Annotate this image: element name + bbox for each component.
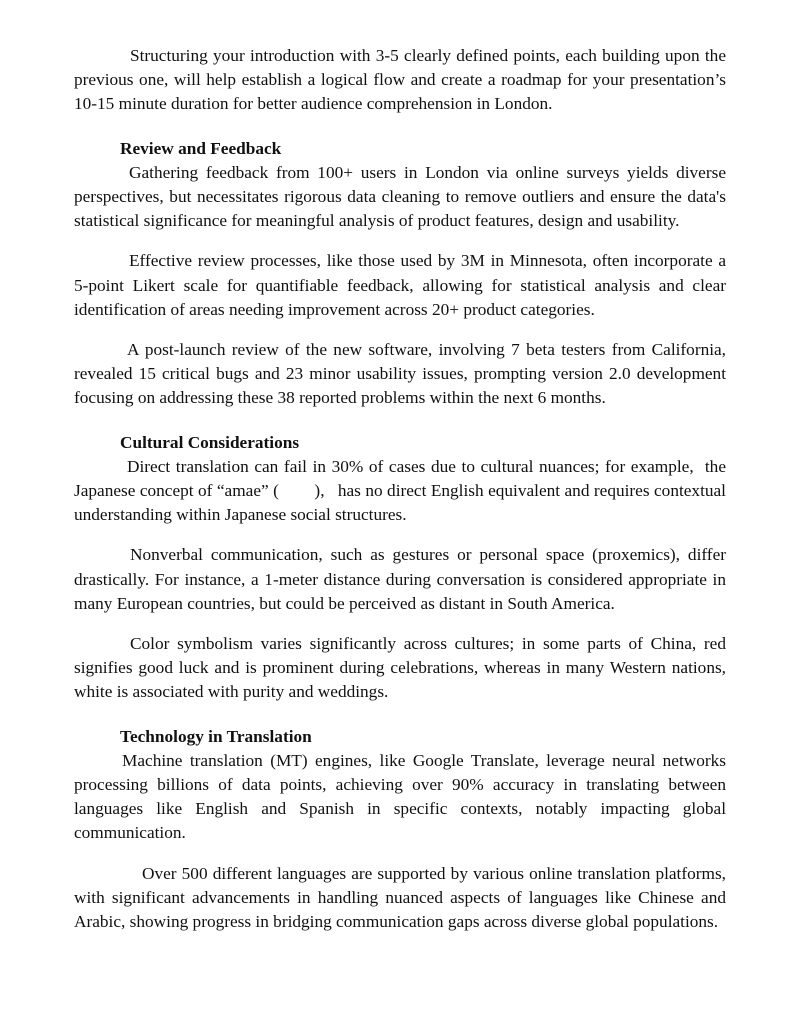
technology-paragraph-2: Over 500 different languages are supported by various online translation platforms, with significant advancements in handling nuanced aspects of languages like Chinese and Arabic, showing progress in bridging communication gaps across diverse global populations. xyxy=(74,863,726,932)
culture-paragraph-1: Direct translation can fail in 30% of cases due to cultural nuances; for example, the Japanese concept of “amae” ( ), has no direct English equivalent and requires contextual understanding within Japanese social structures. xyxy=(74,456,731,525)
culture-section xyxy=(74,431,731,705)
review-paragraph-2: Effective review processes, like those used by 3M in Minnesota, often incorporate a 5-point Likert scale for quantifiable feedback, allowing for statistical analysis and clear identification of areas needing improvement across 20+ product categories. xyxy=(74,251,726,319)
culture-paragraph-3: Color symbolism varies significantly across cultures; in some parts of China, red signifies good luck and is prominent during celebrations, whereas in many Western nations, white is associated with purity and weddings. xyxy=(74,634,726,702)
technology-section xyxy=(74,725,726,935)
review-paragraph-3: A post-launch review of the new software, involving 7 beta testers from California, revealed 15 critical bugs and 23 minor usability issues, prompting version 2.0 development focusing on addressing these 38 reported problems within the next 6 months. xyxy=(74,340,726,408)
document-page xyxy=(74,44,731,934)
technology-paragraph-1: Machine translation (MT) engines, like Google Translate, leverage neural networks processing billions of data points, achieving over 90% accuracy in translating between languages like English and Spanish in specific contexts, notably impacting global communication. xyxy=(74,750,726,843)
review-paragraph-1: Gathering feedback from 100+ users in London via online surveys yields diverse perspectives, but necessitates rigorous data cleaning to remove outliers and ensure the data's statistical significance for meaningful analysis of product features, design and usability. xyxy=(74,162,726,231)
culture-heading: Cultural Considerations xyxy=(120,432,300,452)
review-section xyxy=(74,137,726,411)
intro-paragraph: Structuring your introduction with 3-5 clearly defined points, each building upon the previous one, will help establish a logical flow and create a roadmap for your presentation’s 10-15 minute duration for better audience comprehension in London. xyxy=(74,46,726,114)
review-heading: Review and Feedback xyxy=(120,138,282,158)
technology-heading: Technology in Translation xyxy=(120,726,312,746)
culture-paragraph-2: Nonverbal communication, such as gestures or personal space (proxemics), differ drastically. For instance, a 1-meter distance during conversation is considered appropriate in many European countries, but could be perceived as distant in South America. xyxy=(74,545,726,613)
